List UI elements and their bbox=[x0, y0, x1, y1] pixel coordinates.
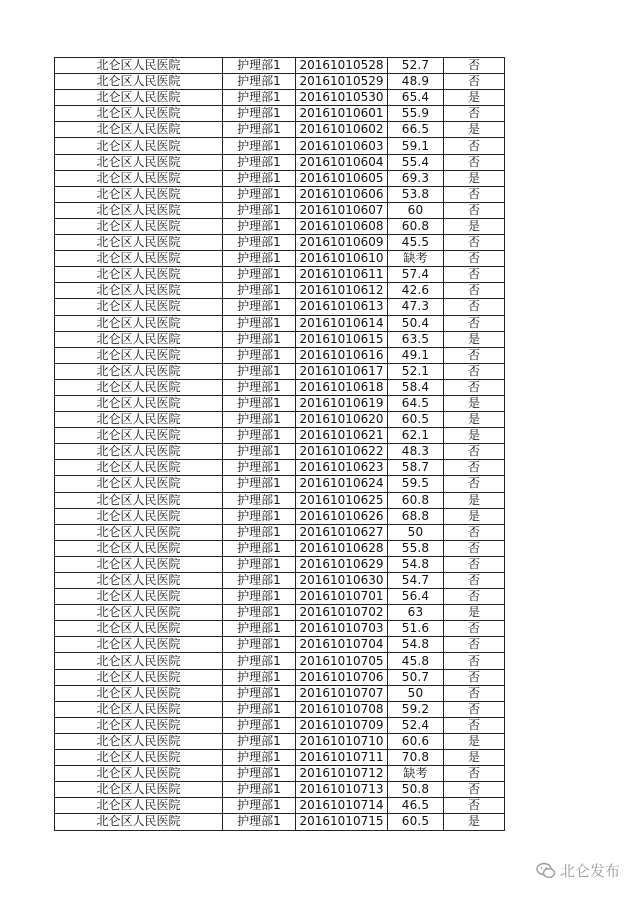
dept-cell: 护理部1 bbox=[223, 717, 296, 733]
dept-cell: 护理部1 bbox=[223, 218, 296, 234]
pass-cell: 否 bbox=[444, 637, 505, 653]
exam-id-cell: 20161010623 bbox=[296, 460, 388, 476]
pass-cell: 否 bbox=[444, 235, 505, 251]
pass-cell: 否 bbox=[444, 589, 505, 605]
org-cell: 北仑区人民医院 bbox=[55, 733, 223, 749]
score-cell: 54.7 bbox=[388, 573, 444, 589]
org-cell: 北仑区人民医院 bbox=[55, 90, 223, 106]
org-cell: 北仑区人民医院 bbox=[55, 492, 223, 508]
table-row bbox=[55, 363, 505, 379]
dept-cell: 护理部1 bbox=[223, 122, 296, 138]
dept-cell: 护理部1 bbox=[223, 750, 296, 766]
org-cell: 北仑区人民医院 bbox=[55, 717, 223, 733]
dept-cell: 护理部1 bbox=[223, 444, 296, 460]
table-row bbox=[55, 267, 505, 283]
table-row bbox=[55, 766, 505, 782]
pass-cell: 否 bbox=[444, 685, 505, 701]
dept-cell: 护理部1 bbox=[223, 251, 296, 267]
pass-cell: 否 bbox=[444, 251, 505, 267]
pass-cell: 是 bbox=[444, 733, 505, 749]
table-row bbox=[55, 315, 505, 331]
exam-id-cell: 20161010706 bbox=[296, 669, 388, 685]
dept-cell: 护理部1 bbox=[223, 395, 296, 411]
table-row bbox=[55, 476, 505, 492]
dept-cell: 护理部1 bbox=[223, 476, 296, 492]
score-cell: 49.1 bbox=[388, 347, 444, 363]
dept-cell: 护理部1 bbox=[223, 637, 296, 653]
org-cell: 北仑区人民医院 bbox=[55, 621, 223, 637]
table-row bbox=[55, 186, 505, 202]
table-row bbox=[55, 750, 505, 766]
org-cell: 北仑区人民医院 bbox=[55, 315, 223, 331]
org-cell: 北仑区人民医院 bbox=[55, 428, 223, 444]
exam-id-cell: 20161010628 bbox=[296, 540, 388, 556]
score-cell: 68.8 bbox=[388, 508, 444, 524]
org-cell: 北仑区人民医院 bbox=[55, 637, 223, 653]
table-row bbox=[55, 299, 505, 315]
results-table bbox=[54, 57, 505, 831]
exam-id-cell: 20161010618 bbox=[296, 379, 388, 395]
score-cell: 60.8 bbox=[388, 492, 444, 508]
dept-cell: 护理部1 bbox=[223, 492, 296, 508]
dept-cell: 护理部1 bbox=[223, 283, 296, 299]
exam-id-cell: 20161010607 bbox=[296, 202, 388, 218]
pass-cell: 否 bbox=[444, 106, 505, 122]
table-row bbox=[55, 733, 505, 749]
dept-cell: 护理部1 bbox=[223, 733, 296, 749]
org-cell: 北仑区人民医院 bbox=[55, 138, 223, 154]
dept-cell: 护理部1 bbox=[223, 138, 296, 154]
dept-cell: 护理部1 bbox=[223, 766, 296, 782]
table-row bbox=[55, 58, 505, 74]
exam-id-cell: 20161010611 bbox=[296, 267, 388, 283]
pass-cell: 是 bbox=[444, 605, 505, 621]
org-cell: 北仑区人民医院 bbox=[55, 186, 223, 202]
score-cell: 50.7 bbox=[388, 669, 444, 685]
table-row bbox=[55, 412, 505, 428]
dept-cell: 护理部1 bbox=[223, 106, 296, 122]
org-cell: 北仑区人民医院 bbox=[55, 540, 223, 556]
table-row bbox=[55, 444, 505, 460]
pass-cell: 是 bbox=[444, 508, 505, 524]
org-cell: 北仑区人民医院 bbox=[55, 58, 223, 74]
org-cell: 北仑区人民医院 bbox=[55, 476, 223, 492]
exam-id-cell: 20161010605 bbox=[296, 170, 388, 186]
org-cell: 北仑区人民医院 bbox=[55, 573, 223, 589]
exam-id-cell: 20161010713 bbox=[296, 782, 388, 798]
exam-id-cell: 20161010621 bbox=[296, 428, 388, 444]
org-cell: 北仑区人民医院 bbox=[55, 331, 223, 347]
org-cell: 北仑区人民医院 bbox=[55, 299, 223, 315]
score-cell: 54.8 bbox=[388, 637, 444, 653]
exam-id-cell: 20161010629 bbox=[296, 556, 388, 572]
score-cell: 56.4 bbox=[388, 589, 444, 605]
exam-id-cell: 20161010604 bbox=[296, 154, 388, 170]
table-row bbox=[55, 283, 505, 299]
exam-id-cell: 20161010608 bbox=[296, 218, 388, 234]
score-cell: 42.6 bbox=[388, 283, 444, 299]
org-cell: 北仑区人民医院 bbox=[55, 460, 223, 476]
table-row bbox=[55, 90, 505, 106]
score-cell: 55.9 bbox=[388, 106, 444, 122]
score-cell: 58.4 bbox=[388, 379, 444, 395]
org-cell: 北仑区人民医院 bbox=[55, 750, 223, 766]
dept-cell: 护理部1 bbox=[223, 235, 296, 251]
dept-cell: 护理部1 bbox=[223, 58, 296, 74]
org-cell: 北仑区人民医院 bbox=[55, 363, 223, 379]
dept-cell: 护理部1 bbox=[223, 621, 296, 637]
dept-cell: 护理部1 bbox=[223, 685, 296, 701]
table-row bbox=[55, 154, 505, 170]
exam-id-cell: 20161010712 bbox=[296, 766, 388, 782]
dept-cell: 护理部1 bbox=[223, 782, 296, 798]
org-cell: 北仑区人民医院 bbox=[55, 669, 223, 685]
exam-id-cell: 20161010622 bbox=[296, 444, 388, 460]
table-row bbox=[55, 540, 505, 556]
table-row bbox=[55, 106, 505, 122]
exam-id-cell: 20161010620 bbox=[296, 412, 388, 428]
exam-id-cell: 20161010714 bbox=[296, 798, 388, 814]
pass-cell: 否 bbox=[444, 58, 505, 74]
exam-id-cell: 20161010606 bbox=[296, 186, 388, 202]
table-row bbox=[55, 701, 505, 717]
dept-cell: 护理部1 bbox=[223, 508, 296, 524]
exam-id-cell: 20161010630 bbox=[296, 573, 388, 589]
exam-id-cell: 20161010711 bbox=[296, 750, 388, 766]
pass-cell: 否 bbox=[444, 202, 505, 218]
exam-id-cell: 20161010627 bbox=[296, 524, 388, 540]
dept-cell: 护理部1 bbox=[223, 653, 296, 669]
pass-cell: 是 bbox=[444, 331, 505, 347]
dept-cell: 护理部1 bbox=[223, 814, 296, 830]
exam-id-cell: 20161010603 bbox=[296, 138, 388, 154]
dept-cell: 护理部1 bbox=[223, 524, 296, 540]
wechat-icon bbox=[536, 862, 556, 880]
org-cell: 北仑区人民医院 bbox=[55, 267, 223, 283]
org-cell: 北仑区人民医院 bbox=[55, 605, 223, 621]
score-cell: 缺考 bbox=[388, 766, 444, 782]
score-cell: 60.5 bbox=[388, 814, 444, 830]
pass-cell: 否 bbox=[444, 540, 505, 556]
dept-cell: 护理部1 bbox=[223, 186, 296, 202]
dept-cell: 护理部1 bbox=[223, 331, 296, 347]
pass-cell: 是 bbox=[444, 170, 505, 186]
pass-cell: 否 bbox=[444, 621, 505, 637]
dept-cell: 护理部1 bbox=[223, 202, 296, 218]
org-cell: 北仑区人民医院 bbox=[55, 202, 223, 218]
table-row bbox=[55, 589, 505, 605]
score-cell: 52.7 bbox=[388, 58, 444, 74]
org-cell: 北仑区人民医院 bbox=[55, 283, 223, 299]
table-row bbox=[55, 685, 505, 701]
dept-cell: 护理部1 bbox=[223, 154, 296, 170]
table-row bbox=[55, 428, 505, 444]
pass-cell: 否 bbox=[444, 138, 505, 154]
table-row bbox=[55, 573, 505, 589]
exam-id-cell: 20161010609 bbox=[296, 235, 388, 251]
dept-cell: 护理部1 bbox=[223, 74, 296, 90]
exam-id-cell: 20161010614 bbox=[296, 315, 388, 331]
org-cell: 北仑区人民医院 bbox=[55, 347, 223, 363]
org-cell: 北仑区人民医院 bbox=[55, 508, 223, 524]
table-row bbox=[55, 669, 505, 685]
dept-cell: 护理部1 bbox=[223, 460, 296, 476]
score-cell: 57.4 bbox=[388, 267, 444, 283]
org-cell: 北仑区人民医院 bbox=[55, 556, 223, 572]
org-cell: 北仑区人民医院 bbox=[55, 154, 223, 170]
dept-cell: 护理部1 bbox=[223, 90, 296, 106]
score-cell: 70.8 bbox=[388, 750, 444, 766]
score-cell: 47.3 bbox=[388, 299, 444, 315]
score-cell: 53.8 bbox=[388, 186, 444, 202]
score-cell: 62.1 bbox=[388, 428, 444, 444]
dept-cell: 护理部1 bbox=[223, 428, 296, 444]
score-cell: 52.1 bbox=[388, 363, 444, 379]
org-cell: 北仑区人民医院 bbox=[55, 701, 223, 717]
pass-cell: 否 bbox=[444, 653, 505, 669]
table-row bbox=[55, 379, 505, 395]
score-cell: 59.5 bbox=[388, 476, 444, 492]
org-cell: 北仑区人民医院 bbox=[55, 766, 223, 782]
pass-cell: 否 bbox=[444, 299, 505, 315]
org-cell: 北仑区人民医院 bbox=[55, 653, 223, 669]
table-row bbox=[55, 235, 505, 251]
pass-cell: 是 bbox=[444, 395, 505, 411]
org-cell: 北仑区人民医院 bbox=[55, 524, 223, 540]
exam-id-cell: 20161010705 bbox=[296, 653, 388, 669]
exam-id-cell: 20161010615 bbox=[296, 331, 388, 347]
pass-cell: 否 bbox=[444, 283, 505, 299]
table-row bbox=[55, 621, 505, 637]
score-cell: 45.5 bbox=[388, 235, 444, 251]
score-cell: 55.8 bbox=[388, 540, 444, 556]
exam-id-cell: 20161010528 bbox=[296, 58, 388, 74]
exam-id-cell: 20161010612 bbox=[296, 283, 388, 299]
exam-id-cell: 20161010602 bbox=[296, 122, 388, 138]
dept-cell: 护理部1 bbox=[223, 299, 296, 315]
score-cell: 46.5 bbox=[388, 798, 444, 814]
exam-id-cell: 20161010616 bbox=[296, 347, 388, 363]
org-cell: 北仑区人民医院 bbox=[55, 685, 223, 701]
org-cell: 北仑区人民医院 bbox=[55, 251, 223, 267]
dept-cell: 护理部1 bbox=[223, 540, 296, 556]
table-row bbox=[55, 202, 505, 218]
pass-cell: 是 bbox=[444, 814, 505, 830]
pass-cell: 否 bbox=[444, 782, 505, 798]
pass-cell: 是 bbox=[444, 428, 505, 444]
score-cell: 48.9 bbox=[388, 74, 444, 90]
exam-id-cell: 20161010702 bbox=[296, 605, 388, 621]
dept-cell: 护理部1 bbox=[223, 412, 296, 428]
score-cell: 54.8 bbox=[388, 556, 444, 572]
pass-cell: 否 bbox=[444, 766, 505, 782]
score-cell: 69.3 bbox=[388, 170, 444, 186]
dept-cell: 护理部1 bbox=[223, 573, 296, 589]
watermark-text: 北仑发布 bbox=[559, 862, 620, 880]
exam-id-cell: 20161010610 bbox=[296, 251, 388, 267]
pass-cell: 否 bbox=[444, 701, 505, 717]
org-cell: 北仑区人民医院 bbox=[55, 106, 223, 122]
dept-cell: 护理部1 bbox=[223, 347, 296, 363]
exam-id-cell: 20161010626 bbox=[296, 508, 388, 524]
pass-cell: 是 bbox=[444, 492, 505, 508]
exam-id-cell: 20161010601 bbox=[296, 106, 388, 122]
pass-cell: 否 bbox=[444, 444, 505, 460]
dept-cell: 护理部1 bbox=[223, 701, 296, 717]
org-cell: 北仑区人民医院 bbox=[55, 74, 223, 90]
exam-id-cell: 20161010709 bbox=[296, 717, 388, 733]
table-row bbox=[55, 395, 505, 411]
watermark bbox=[536, 860, 620, 881]
org-cell: 北仑区人民医院 bbox=[55, 379, 223, 395]
score-cell: 59.1 bbox=[388, 138, 444, 154]
table-row bbox=[55, 653, 505, 669]
dept-cell: 护理部1 bbox=[223, 170, 296, 186]
table-row bbox=[55, 218, 505, 234]
exam-id-cell: 20161010707 bbox=[296, 685, 388, 701]
pass-cell: 是 bbox=[444, 412, 505, 428]
pass-cell: 否 bbox=[444, 363, 505, 379]
pass-cell: 是 bbox=[444, 218, 505, 234]
table-row bbox=[55, 605, 505, 621]
exam-id-cell: 20161010704 bbox=[296, 637, 388, 653]
score-cell: 65.4 bbox=[388, 90, 444, 106]
table-row bbox=[55, 556, 505, 572]
org-cell: 北仑区人民医院 bbox=[55, 218, 223, 234]
exam-id-cell: 20161010624 bbox=[296, 476, 388, 492]
org-cell: 北仑区人民医院 bbox=[55, 395, 223, 411]
table-row bbox=[55, 492, 505, 508]
pass-cell: 否 bbox=[444, 573, 505, 589]
pass-cell: 否 bbox=[444, 524, 505, 540]
dept-cell: 护理部1 bbox=[223, 605, 296, 621]
score-cell: 45.8 bbox=[388, 653, 444, 669]
dept-cell: 护理部1 bbox=[223, 669, 296, 685]
org-cell: 北仑区人民医院 bbox=[55, 782, 223, 798]
score-cell: 60.5 bbox=[388, 412, 444, 428]
score-cell: 52.4 bbox=[388, 717, 444, 733]
table-row bbox=[55, 138, 505, 154]
score-cell: 51.6 bbox=[388, 621, 444, 637]
results-sheet bbox=[54, 57, 504, 831]
dept-cell: 护理部1 bbox=[223, 798, 296, 814]
exam-id-cell: 20161010708 bbox=[296, 701, 388, 717]
dept-cell: 护理部1 bbox=[223, 315, 296, 331]
exam-id-cell: 20161010703 bbox=[296, 621, 388, 637]
score-cell: 66.5 bbox=[388, 122, 444, 138]
table-row bbox=[55, 122, 505, 138]
table-row bbox=[55, 508, 505, 524]
pass-cell: 否 bbox=[444, 154, 505, 170]
pass-cell: 是 bbox=[444, 750, 505, 766]
score-cell: 50.8 bbox=[388, 782, 444, 798]
pass-cell: 否 bbox=[444, 186, 505, 202]
score-cell: 缺考 bbox=[388, 251, 444, 267]
score-cell: 50 bbox=[388, 685, 444, 701]
dept-cell: 护理部1 bbox=[223, 267, 296, 283]
pass-cell: 否 bbox=[444, 460, 505, 476]
org-cell: 北仑区人民医院 bbox=[55, 798, 223, 814]
org-cell: 北仑区人民医院 bbox=[55, 814, 223, 830]
exam-id-cell: 20161010617 bbox=[296, 363, 388, 379]
pass-cell: 是 bbox=[444, 122, 505, 138]
pass-cell: 是 bbox=[444, 90, 505, 106]
table-row bbox=[55, 251, 505, 267]
dept-cell: 护理部1 bbox=[223, 589, 296, 605]
score-cell: 63 bbox=[388, 605, 444, 621]
table-row bbox=[55, 170, 505, 186]
pass-cell: 否 bbox=[444, 74, 505, 90]
table-row bbox=[55, 814, 505, 830]
score-cell: 58.7 bbox=[388, 460, 444, 476]
score-cell: 55.4 bbox=[388, 154, 444, 170]
exam-id-cell: 20161010701 bbox=[296, 589, 388, 605]
exam-id-cell: 20161010625 bbox=[296, 492, 388, 508]
dept-cell: 护理部1 bbox=[223, 379, 296, 395]
pass-cell: 否 bbox=[444, 476, 505, 492]
table-row bbox=[55, 717, 505, 733]
pass-cell: 否 bbox=[444, 347, 505, 363]
exam-id-cell: 20161010613 bbox=[296, 299, 388, 315]
pass-cell: 否 bbox=[444, 267, 505, 283]
score-cell: 60.8 bbox=[388, 218, 444, 234]
score-cell: 60 bbox=[388, 202, 444, 218]
score-cell: 48.3 bbox=[388, 444, 444, 460]
org-cell: 北仑区人民医院 bbox=[55, 235, 223, 251]
exam-id-cell: 20161010715 bbox=[296, 814, 388, 830]
score-cell: 63.5 bbox=[388, 331, 444, 347]
table-row bbox=[55, 798, 505, 814]
pass-cell: 否 bbox=[444, 669, 505, 685]
dept-cell: 护理部1 bbox=[223, 556, 296, 572]
table-row bbox=[55, 347, 505, 363]
pass-cell: 否 bbox=[444, 556, 505, 572]
results-table-body bbox=[55, 58, 505, 831]
org-cell: 北仑区人民医院 bbox=[55, 122, 223, 138]
org-cell: 北仑区人民医院 bbox=[55, 589, 223, 605]
exam-id-cell: 20161010619 bbox=[296, 395, 388, 411]
exam-id-cell: 20161010710 bbox=[296, 733, 388, 749]
table-row bbox=[55, 331, 505, 347]
pass-cell: 否 bbox=[444, 798, 505, 814]
org-cell: 北仑区人民医院 bbox=[55, 412, 223, 428]
org-cell: 北仑区人民医院 bbox=[55, 170, 223, 186]
pass-cell: 否 bbox=[444, 717, 505, 733]
score-cell: 64.5 bbox=[388, 395, 444, 411]
pass-cell: 否 bbox=[444, 379, 505, 395]
org-cell: 北仑区人民医院 bbox=[55, 444, 223, 460]
score-cell: 59.2 bbox=[388, 701, 444, 717]
score-cell: 50 bbox=[388, 524, 444, 540]
score-cell: 60.6 bbox=[388, 733, 444, 749]
table-row bbox=[55, 460, 505, 476]
table-row bbox=[55, 74, 505, 90]
score-cell: 50.4 bbox=[388, 315, 444, 331]
exam-id-cell: 20161010529 bbox=[296, 74, 388, 90]
table-row bbox=[55, 782, 505, 798]
dept-cell: 护理部1 bbox=[223, 363, 296, 379]
table-row bbox=[55, 524, 505, 540]
exam-id-cell: 20161010530 bbox=[296, 90, 388, 106]
pass-cell: 否 bbox=[444, 315, 505, 331]
table-row bbox=[55, 637, 505, 653]
